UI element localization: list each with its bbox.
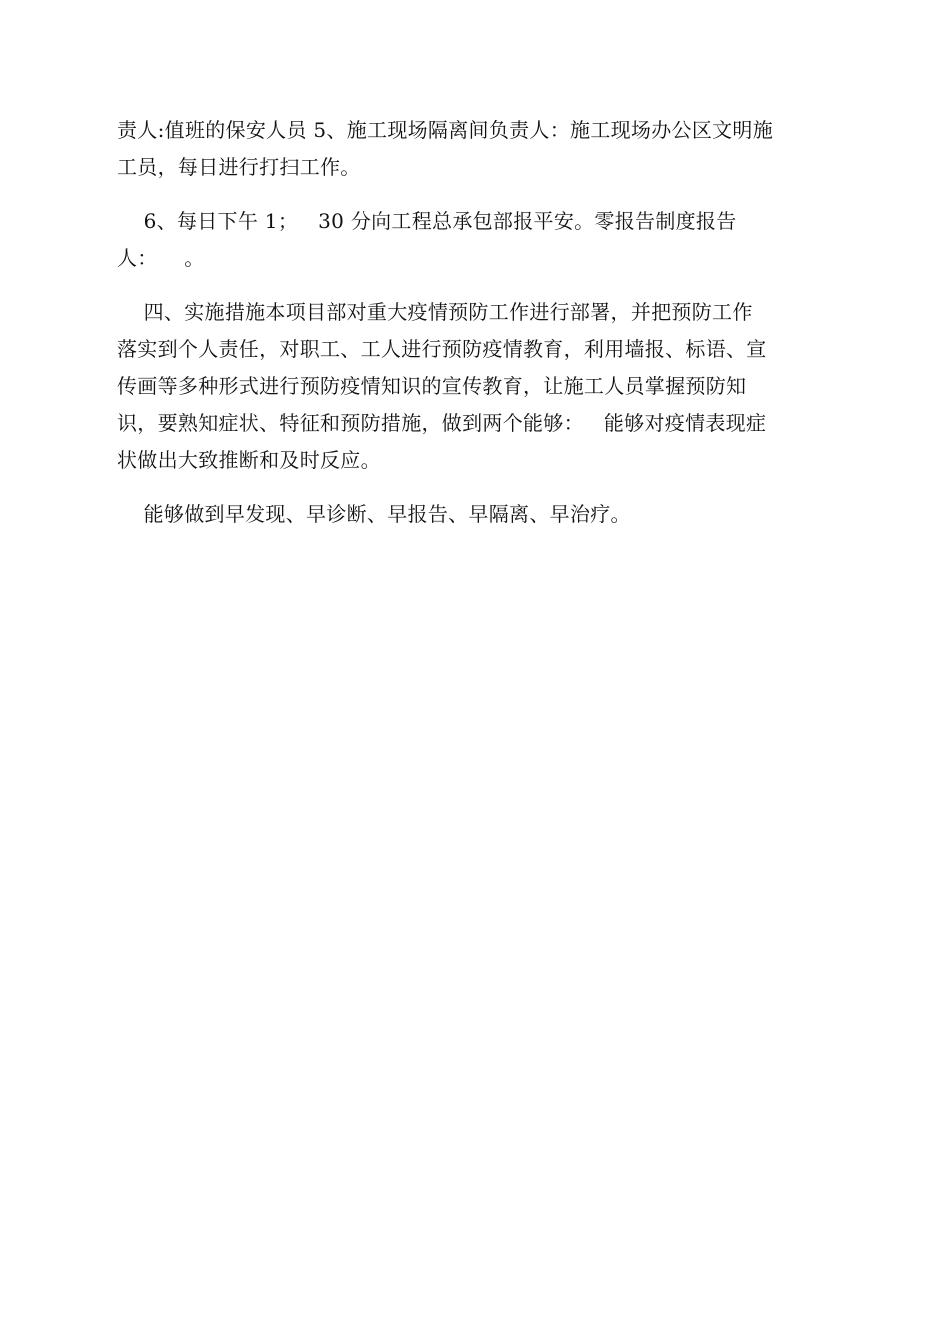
text-line: 落实到个人责任，对职工、工人进行预防疫情教育，利用墙报、标语、宣: [117, 337, 767, 361]
text-line: 6、每日下午 1； 30 分向工程总承包部报平安。零报告制度报告: [117, 209, 737, 233]
paragraph-spacer: [117, 186, 835, 203]
paragraph-early-actions: [117, 496, 835, 533]
text-line: 状做出大致推断和及时反应。: [117, 448, 381, 472]
paragraph-spacer: [117, 277, 835, 294]
text-line: 责人:值班的保安人员 5、施工现场隔离间负责人：施工现场办公区文明施: [117, 118, 774, 142]
paragraph-daily-report: [117, 203, 835, 277]
text-line: 识，要熟知症状、特征和预防措施，做到两个能够： 能够对疫情表现症: [117, 411, 767, 435]
text-line: 能够做到早发现、早诊断、早报告、早隔离、早治疗。: [117, 502, 631, 526]
paragraph-responsibility: [117, 112, 835, 186]
paragraph-spacer: [117, 479, 835, 496]
document-body: [117, 112, 835, 533]
paragraph-measures: [117, 294, 835, 479]
text-line: 传画等多种形式进行预防疫情知识的宣传教育，让施工人员掌握预防知: [117, 374, 747, 398]
text-line: 工员，每日进行打扫工作。: [117, 155, 361, 179]
text-line: 人： 。: [117, 246, 205, 270]
text-line: 四、实施措施本项目部对重大疫情预防工作进行部署，并把预防工作: [117, 300, 753, 324]
